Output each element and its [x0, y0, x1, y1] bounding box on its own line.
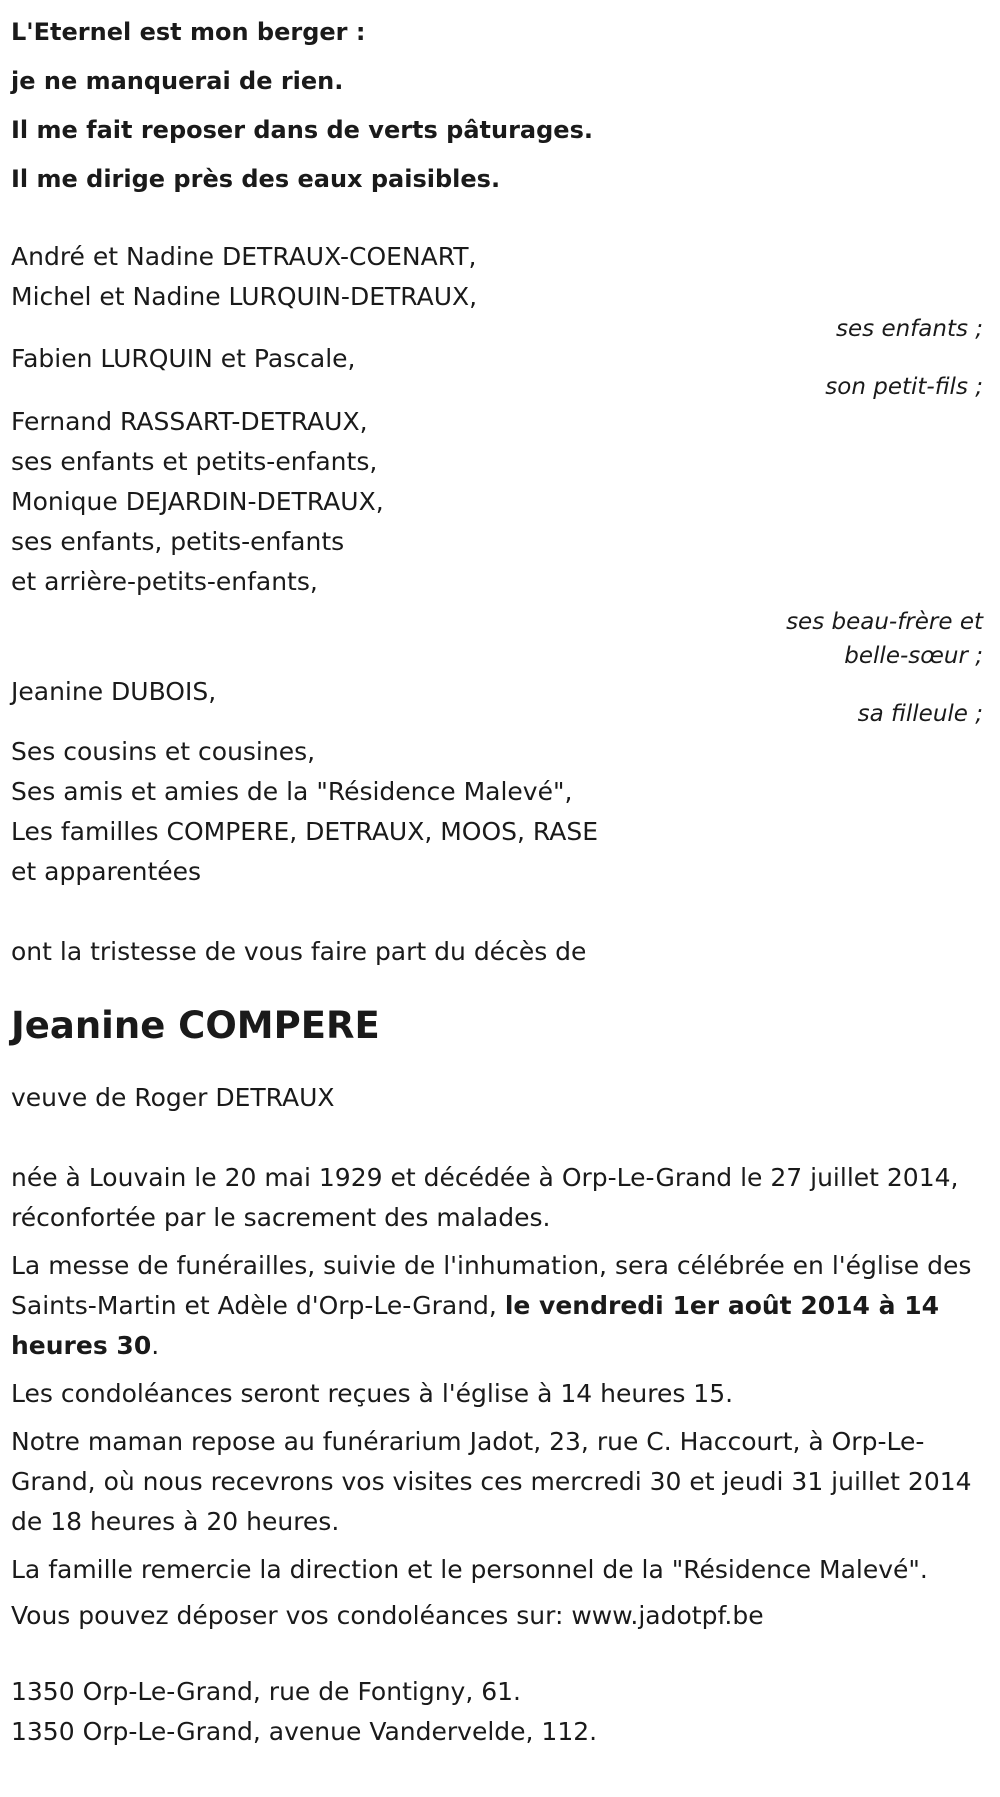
address: 1350 Orp-Le-Grand, avenue Vandervelde, 112.: [11, 1717, 598, 1746]
psalm-line: L'Eternel est mon berger :: [11, 18, 366, 46]
funerarium-info: Notre maman repose au funérarium Jadot, 23, rue C. Haccourt, à Orp-Le-Grand, où nous recevrons vos visites ces mercredi 30 et jeudi 31 juillet 2014 de 18 heures à 20 heures.: [11, 1427, 972, 1536]
family-member: et apparentées: [11, 857, 202, 886]
announcement-text: ont la tristesse de vous faire part du décès de: [11, 937, 587, 966]
family-member: Fernand RASSART-DETRAUX,: [11, 407, 368, 436]
role-label: ses beau-frère et: [786, 609, 983, 635]
psalm-line: Il me dirige près des eaux paisibles.: [11, 165, 501, 193]
psalm-verse: [11, 0, 991, 204]
role-label: son petit-fils ;: [825, 374, 983, 400]
obituary-page: [11, 0, 991, 1752]
family-member: Ses amis et amies de la "Résidence Malevé",: [11, 777, 573, 806]
thanks-note: La famille remercie la direction et le personnel de la "Résidence Malevé".: [11, 1555, 928, 1584]
mass-end: .: [151, 1331, 160, 1360]
role-label: belle-sœur ;: [844, 643, 983, 669]
family-member: ses enfants, petits-enfants: [11, 527, 345, 556]
family-member: Fabien LURQUIN et Pascale,: [11, 344, 356, 373]
address: 1350 Orp-Le-Grand, rue de Fontigny, 61.: [11, 1677, 521, 1706]
family-member: ses enfants et petits-enfants,: [11, 447, 378, 476]
mass-date: le vendredi 1er août 2014 à 14 heures 30: [11, 1291, 939, 1360]
mass-text: La messe de funérailles, suivie de l'inhumation, sera célébrée en l'église des Saints-Martin et Adèle d'Orp-Le-Grand,: [11, 1251, 972, 1320]
family-member: Michel et Nadine LURQUIN-DETRAUX,: [11, 282, 478, 311]
funeral-mass: [11, 1246, 991, 1366]
condolences-church: Les condoléances seront reçues à l'église à 14 heures 15.: [11, 1379, 734, 1408]
family-member: Jeanine DUBOIS,: [11, 677, 217, 706]
online-condolences: Vous pouvez déposer vos condoléances sur: www.jadotpf.be: [11, 1601, 764, 1630]
deceased-name: Jeanine COMPERE: [11, 1004, 380, 1047]
sacrament: réconfortée par le sacrement des malades.: [11, 1203, 551, 1232]
psalm-line: Il me fait reposer dans de verts pâturages.: [11, 116, 593, 144]
birth-death: née à Louvain le 20 mai 1929 et décédée à Orp-Le-Grand le 27 juillet 2014,: [11, 1163, 959, 1192]
family-list: [11, 237, 991, 892]
widow-of: veuve de Roger DETRAUX: [11, 1083, 335, 1112]
role-label: sa filleule ;: [857, 701, 983, 727]
family-member: et arrière-petits-enfants,: [11, 567, 318, 596]
family-member: André et Nadine DETRAUX-COENART,: [11, 242, 477, 271]
family-member: Les familles COMPERE, DETRAUX, MOOS, RASE: [11, 817, 599, 846]
role-label: ses enfants ;: [836, 316, 983, 342]
family-member: Ses cousins et cousines,: [11, 737, 316, 766]
psalm-line: je ne manquerai de rien.: [11, 67, 344, 95]
family-member: Monique DEJARDIN-DETRAUX,: [11, 487, 384, 516]
